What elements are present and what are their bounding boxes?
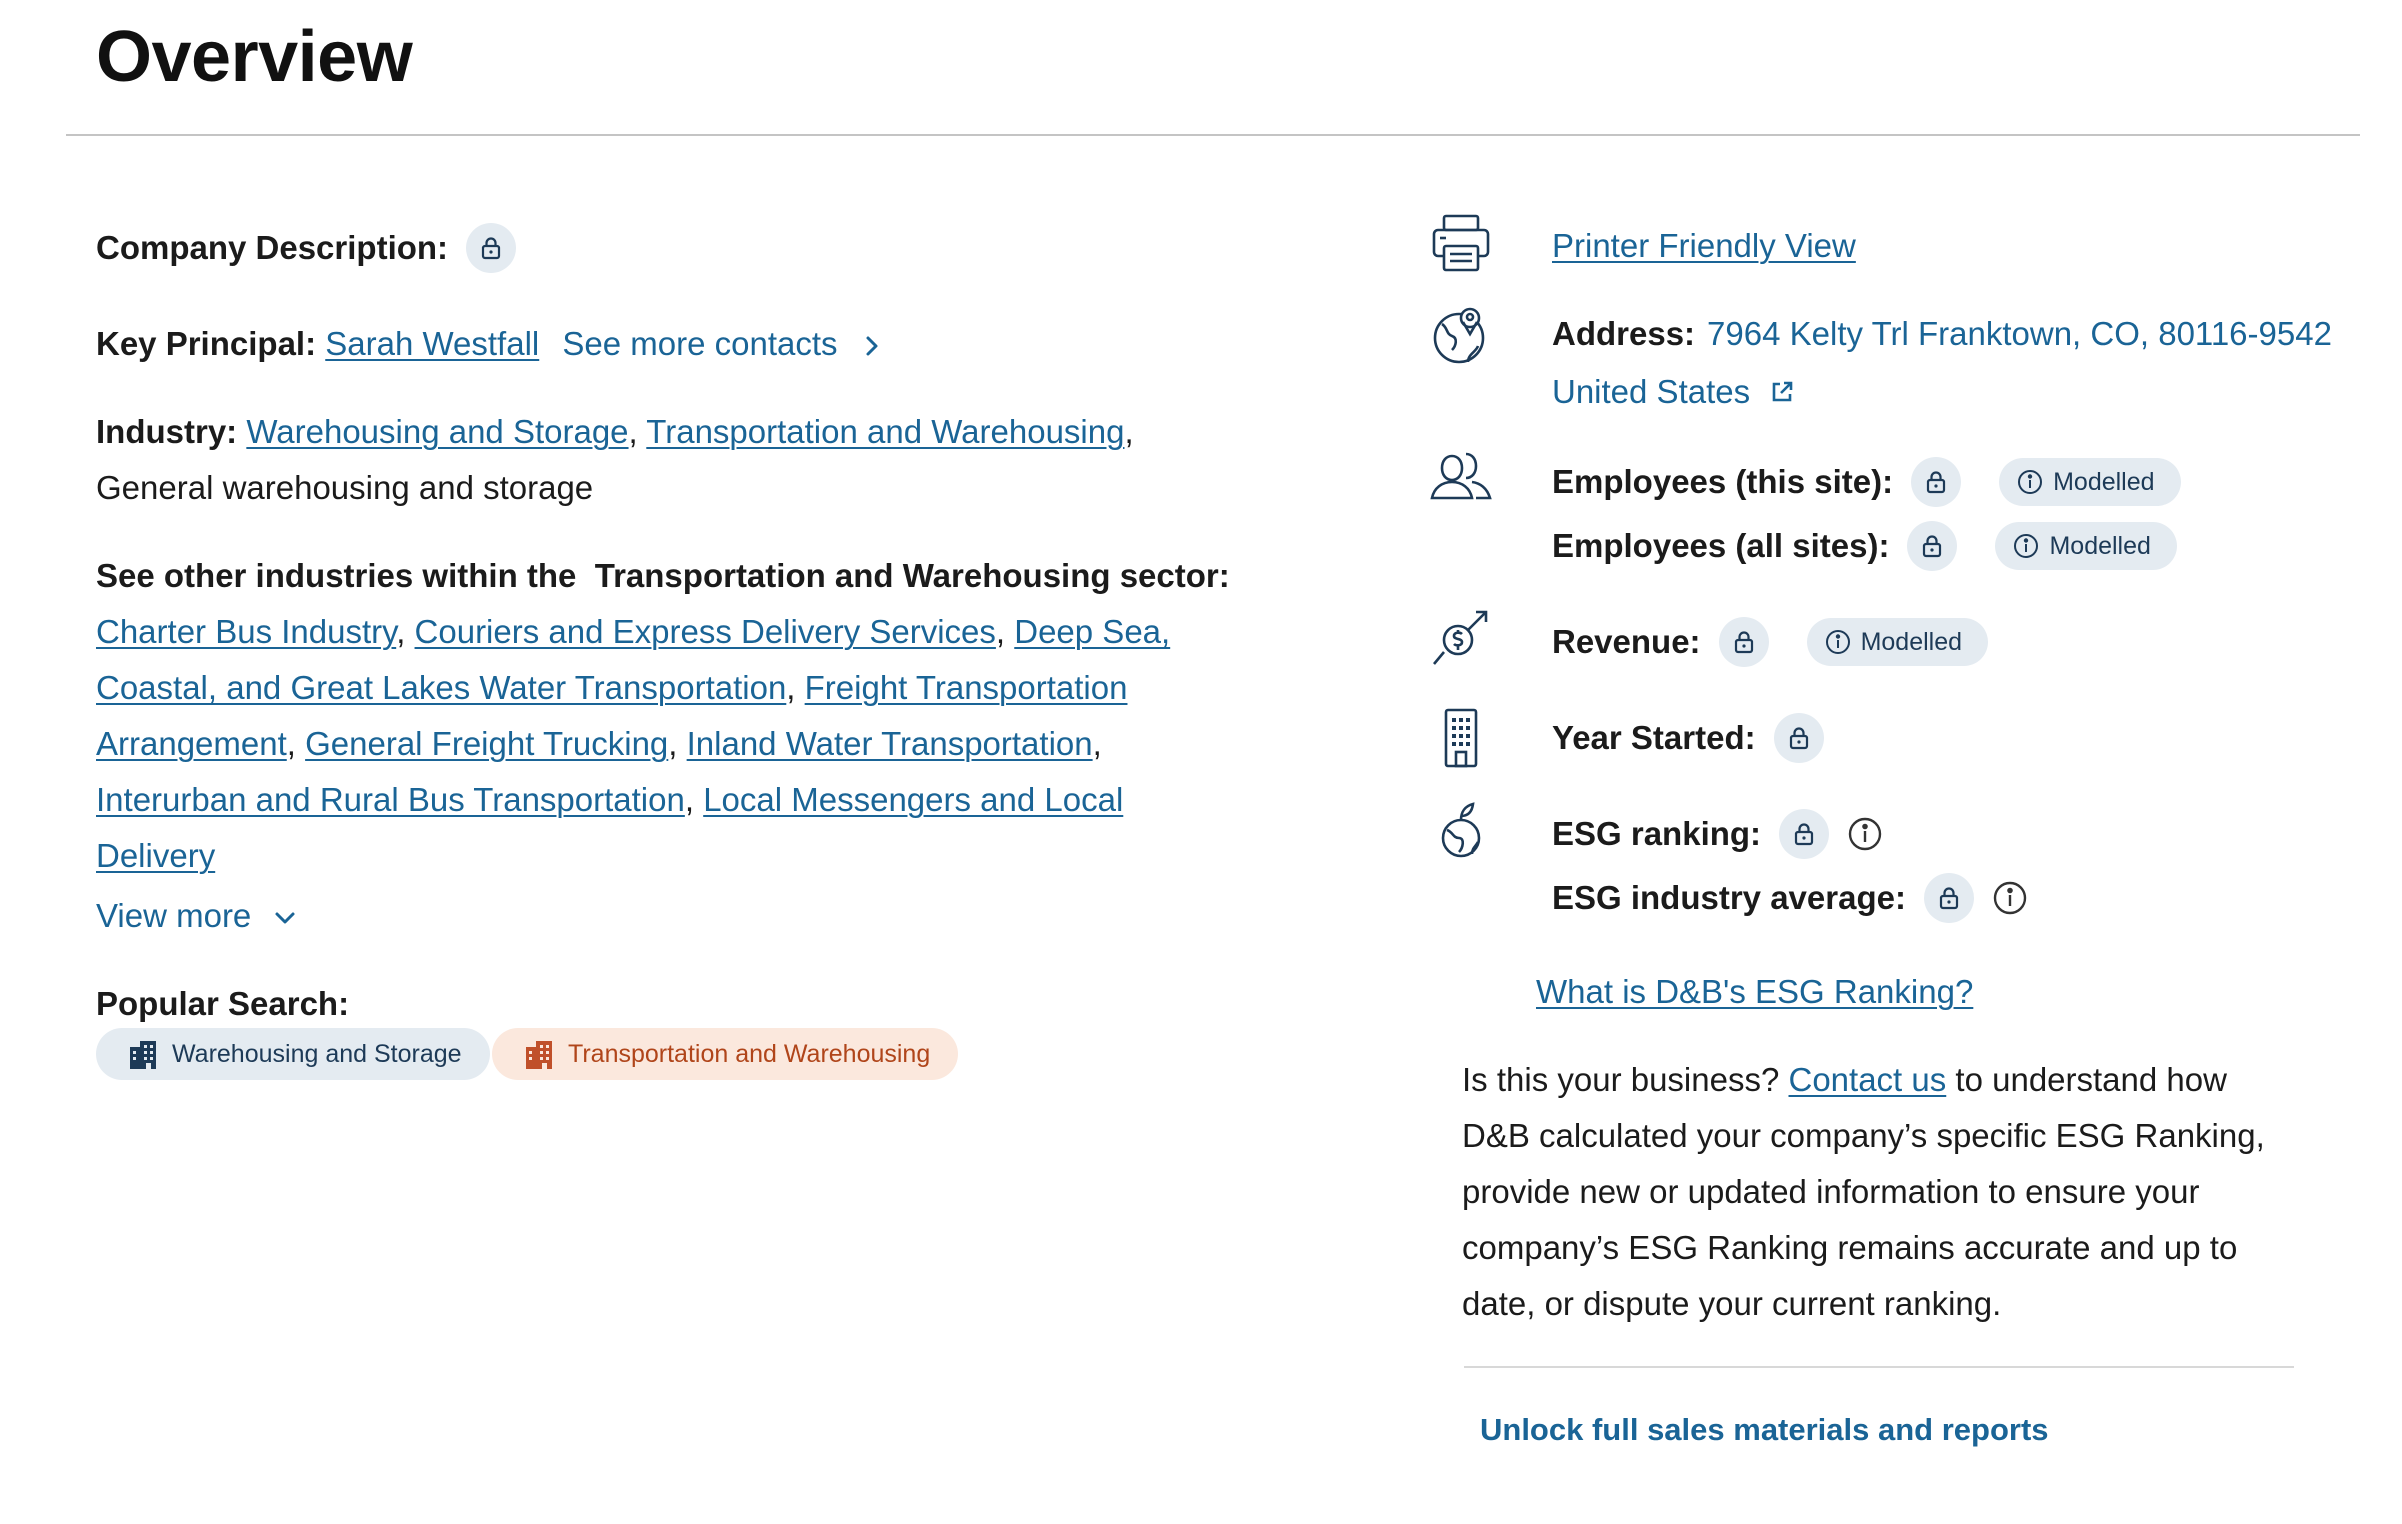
esg-business-paragraph [1462, 1052, 2302, 1332]
info-icon [2017, 469, 2043, 495]
esg-industry-row [1552, 870, 2028, 926]
industry-label: Industry: [96, 413, 238, 450]
view-more-toggle[interactable] [96, 888, 296, 946]
lock-icon[interactable] [1911, 457, 1961, 507]
address-label: Address: [1552, 315, 1696, 352]
chevron-right-icon[interactable] [861, 318, 883, 374]
employees-site-label: Employees (this site): [1552, 463, 1894, 500]
lock-icon[interactable] [1907, 521, 1957, 571]
sector-industry-link[interactable]: Interurban and Rural Bus Transportation [96, 781, 685, 818]
printer-icon [1430, 212, 1492, 274]
company-description-row [96, 220, 516, 276]
popular-search-label: Popular Search: [96, 985, 350, 1022]
revenue-label: Revenue: [1552, 623, 1701, 660]
esg-ranking-info-link[interactable]: What is D&B's ESG Ranking? [1536, 973, 1974, 1010]
lock-icon[interactable] [1774, 713, 1824, 763]
see-more-contacts-link[interactable]: See more contacts [562, 325, 838, 362]
modelled-badge[interactable] [1995, 522, 2176, 570]
key-principal-label: Key Principal: [96, 325, 317, 362]
sector-industry-link[interactable]: Arrangement [96, 725, 287, 762]
lock-icon[interactable] [466, 223, 516, 273]
chevron-down-icon[interactable] [274, 890, 296, 946]
popular-search-chip[interactable] [96, 1028, 490, 1080]
address-country-link[interactable]: United States [1552, 373, 1751, 410]
company-description-label: Company Description: [96, 229, 449, 266]
address-value: 7964 Kelty Trl Franktown, CO, 80116-9542 [1707, 315, 2332, 352]
esg-industry-label: ESG industry average: [1552, 879, 1906, 916]
modelled-label: Modelled [2053, 468, 2155, 496]
sector-industry-links: Charter Bus Industry, Couriers and Express Delivery Services, Deep Sea, Coastal, and Great Lakes Water Transportation, Freight Transportation Arrangement, General Freight Trucking, Inland Water Transportation, Interurban and Rural Bus Transportation, Local Messengers and Local Delivery [96, 613, 1171, 874]
info-icon [2013, 533, 2039, 559]
sector-industry-link[interactable]: Charter Bus Industry [96, 613, 397, 650]
employees-all-label: Employees (all sites): [1552, 527, 1890, 564]
sector-industry-link[interactable]: Local Messengers and Local [703, 781, 1124, 818]
info-icon[interactable] [1992, 880, 2028, 916]
people-icon [1430, 446, 1492, 508]
sector-industry-link[interactable]: Inland Water Transportation [686, 725, 1093, 762]
printer-friendly-link[interactable]: Printer Friendly View [1552, 227, 1856, 264]
employees-all-row [1552, 518, 2177, 574]
sector-industry-link[interactable]: Coastal, and Great Lakes Water Transportation [96, 669, 787, 706]
industry-link[interactable]: Warehousing and Storage [246, 413, 629, 450]
section-divider [1464, 1366, 2294, 1368]
sector-industry-link[interactable]: Couriers and Express Delivery Services [414, 613, 996, 650]
address-row [1552, 306, 2332, 362]
modelled-badge[interactable] [1807, 618, 1988, 666]
popular-search-chip[interactable] [492, 1028, 958, 1080]
building-icon [126, 1037, 160, 1071]
lock-icon[interactable] [1719, 617, 1769, 667]
year-started-label: Year Started: [1552, 719, 1756, 756]
esg-info-row [1536, 964, 1973, 1020]
info-icon[interactable] [1847, 816, 1883, 852]
external-link-icon[interactable] [1770, 380, 1794, 404]
modelled-label: Modelled [2049, 532, 2151, 560]
modelled-label: Modelled [1860, 628, 1963, 656]
unlock-sales-materials-link[interactable]: Unlock full sales materials and reports [1480, 1412, 2049, 1447]
key-principal-link[interactable]: Sarah Westfall [325, 325, 540, 362]
esg-ranking-label: ESG ranking: [1552, 815, 1762, 852]
view-more-label[interactable]: View more [96, 897, 252, 934]
employees-site-row [1552, 454, 2181, 510]
building-icon [522, 1037, 556, 1071]
esg-ranking-row [1552, 806, 1883, 862]
sector-industry-link[interactable]: Deep Sea, [1014, 613, 1171, 650]
sector-industry-link[interactable]: Freight Transportation [804, 669, 1128, 706]
sector-industry-link[interactable]: Delivery [96, 837, 216, 874]
contact-us-link[interactable]: Contact us [1788, 1061, 1947, 1098]
lock-icon[interactable] [1779, 809, 1829, 859]
revenue-row [1552, 614, 1988, 670]
popular-search-chip-label: Transportation and Warehousing [568, 1039, 931, 1068]
office-building-icon [1430, 706, 1492, 768]
industry-row: Industry: Warehousing and Storage, Transportation and Warehousing, General warehousing and storage [96, 413, 1134, 506]
lock-icon[interactable] [1924, 873, 1974, 923]
address-country-row [1552, 364, 1794, 420]
printer-row [1552, 218, 1856, 274]
title-divider [66, 134, 2360, 136]
business-question: Is this your business? [1462, 1061, 1780, 1098]
revenue-icon [1430, 606, 1492, 668]
globe-pin-icon [1430, 304, 1492, 366]
esg-explanation-text: to understand how D&B calculated your company’s specific ESG Ranking, provide new or updated information to ensure your company’s ESG Ranking remains accurate and up to date, or dispute your current ranking. [1462, 1061, 2265, 1322]
esg-globe-icon [1430, 800, 1492, 862]
sector-industry-link[interactable]: General Freight Trucking [305, 725, 669, 762]
sector-heading: See other industries within the Transportation and Warehousing sector: [96, 557, 1230, 594]
page-title: Overview [96, 17, 413, 97]
modelled-badge[interactable] [1999, 458, 2180, 506]
info-icon [1825, 629, 1851, 655]
year-started-row [1552, 710, 1824, 766]
key-principal-row [96, 316, 883, 374]
industry-plain-text: General warehousing and storage [96, 469, 594, 506]
popular-search-chip-label: Warehousing and Storage [172, 1039, 462, 1068]
industry-link[interactable]: Transportation and Warehousing [646, 413, 1125, 450]
